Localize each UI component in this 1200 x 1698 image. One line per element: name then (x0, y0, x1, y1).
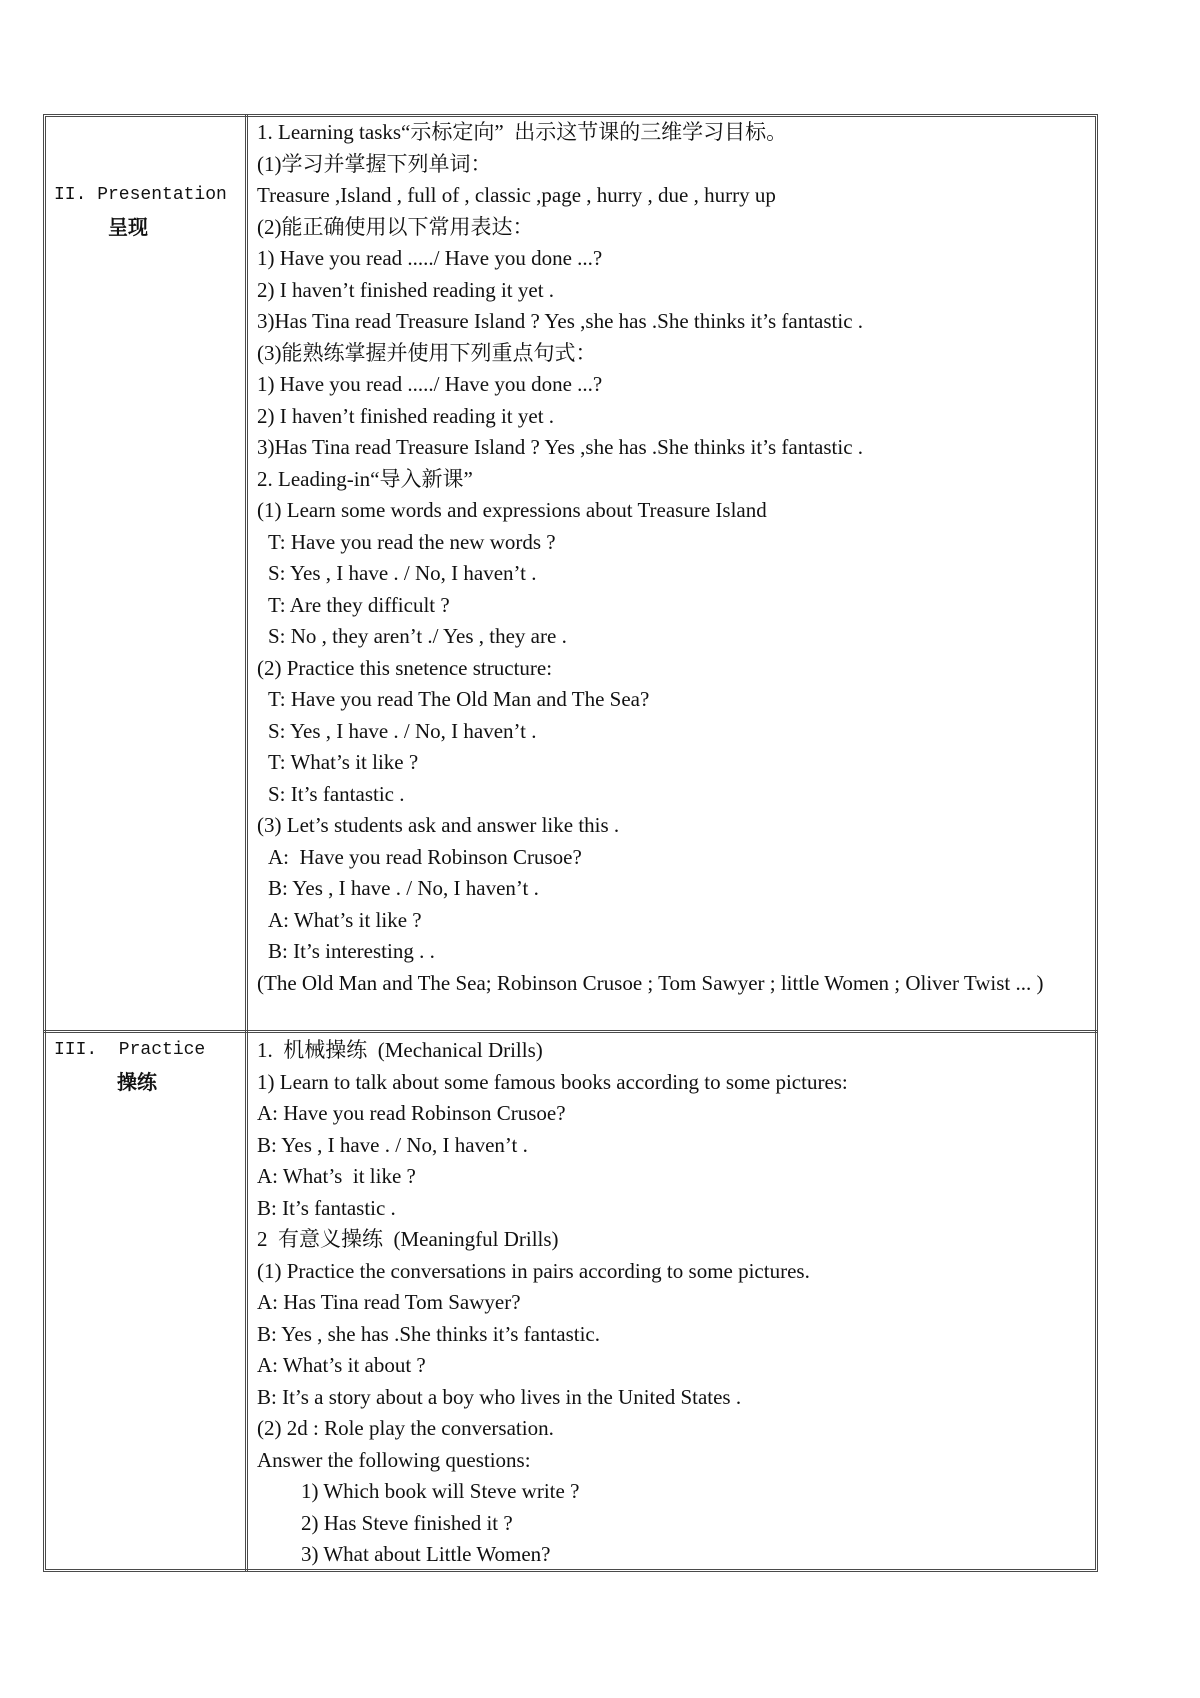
text-line: (1) Learn some words and expressions about Treasure Island (257, 498, 767, 522)
presentation-label-cell (54, 117, 242, 243)
text-line: 2) I haven’t finished reading it yet . (257, 277, 555, 302)
text-line: Treasure ,Island , full of , classic ,page , hurry , due , hurry up (257, 183, 776, 207)
practice-content (257, 1035, 1095, 1571)
text-line: 1) Have you read ...../ Have you done ...? (257, 246, 603, 270)
text-line: A: Have you read Robinson Crusoe? (257, 1101, 566, 1125)
text-line: A: What’s it about ? (257, 1353, 426, 1377)
dialogue-line: T: What’s it like ? (268, 750, 419, 774)
text-line: 2) I haven’t finished reading it yet . (257, 403, 555, 428)
presentation-label-cn: 呈现 (108, 214, 148, 239)
text-line: 2 有意义操练 (Meaningful Drills) (257, 1227, 559, 1251)
presentation-content (257, 117, 1095, 999)
dialogue-line: T: Are they difficult ? (268, 592, 450, 617)
text-line: 1) Have you read ...../ Have you done ...? (257, 372, 603, 396)
question-line: 3) What about Little Women? (301, 1542, 551, 1566)
dialogue-line: S: Yes , I have . / No, I haven’t . (268, 561, 537, 585)
text-line: (2) 2d : Role play the conversation. (257, 1416, 554, 1440)
text-line: Answer the following questions: (257, 1447, 531, 1472)
text-line: B: It’s fantastic . (257, 1195, 396, 1220)
text-line: 3)Has Tina read Treasure Island ? Yes ,she has .She thinks it’s fantastic . (257, 435, 864, 459)
dialogue-line: B: It’s interesting . . (268, 939, 435, 963)
row-divider (43, 1030, 1098, 1033)
dialogue-line: A: What’s it like ? (268, 907, 422, 932)
text-line: (The Old Man and The Sea; Robinson Crusoe ; Tom Sawyer ; little Women ; Oliver Twist ... ) (257, 970, 1044, 995)
text-line: 1. 机械操练 (Mechanical Drills) (257, 1038, 543, 1062)
text-line: (3) Let’s students ask and answer like this . (257, 813, 620, 837)
text-line: 1) Learn to talk about some famous books according to some pictures: (257, 1069, 848, 1094)
dialogue-line: T: Have you read the new words ? (268, 529, 556, 554)
text-line: B: Yes , I have . / No, I haven’t . (257, 1132, 528, 1157)
text-line: B: It’s a story about a boy who lives in the United States . (257, 1384, 742, 1409)
dialogue-line: B: Yes , I have . / No, I haven’t . (268, 876, 539, 900)
question-line: 1) Which book will Steve write ? (301, 1479, 580, 1503)
presentation-label: II. Presentation (54, 185, 227, 205)
dialogue-line: S: No , they aren’t ./ Yes , they are . (268, 624, 567, 648)
practice-label-cn: 操练 (117, 1069, 157, 1094)
question-line: 2) Has Steve finished it ? (301, 1510, 513, 1535)
text-line: B: Yes , she has .She thinks it’s fantastic. (257, 1321, 601, 1346)
text-line: A: Has Tina read Tom Sawyer? (257, 1290, 521, 1314)
column-divider (245, 114, 248, 1572)
text-line: (2) Practice this snetence structure: (257, 655, 553, 680)
text-line: 1. Learning tasks“示标定向” 出示这节课的三维学习目标。 (257, 120, 788, 144)
practice-label: III. Practice (54, 1040, 206, 1060)
text-line: (1)学习并掌握下列单词： (257, 151, 492, 176)
text-line: (2)能正确使用以下常用表达： (257, 214, 534, 239)
practice-label-cell (54, 1035, 242, 1098)
dialogue-line: S: It’s fantastic . (268, 781, 405, 806)
text-line: (3)能熟练掌握并使用下列重点句式： (257, 340, 597, 365)
dialogue-line: A: Have you read Robinson Crusoe? (268, 844, 582, 869)
text-line: 3)Has Tina read Treasure Island ? Yes ,she has .She thinks it’s fantastic . (257, 309, 864, 333)
text-line: (1) Practice the conversations in pairs according to some pictures. (257, 1258, 810, 1283)
text-line: A: What’s it like ? (257, 1164, 416, 1188)
dialogue-line: S: Yes , I have . / No, I haven’t . (268, 718, 537, 743)
text-line: 2. Leading-in“导入新课” (257, 466, 473, 491)
dialogue-line: T: Have you read The Old Man and The Sea? (268, 687, 650, 711)
